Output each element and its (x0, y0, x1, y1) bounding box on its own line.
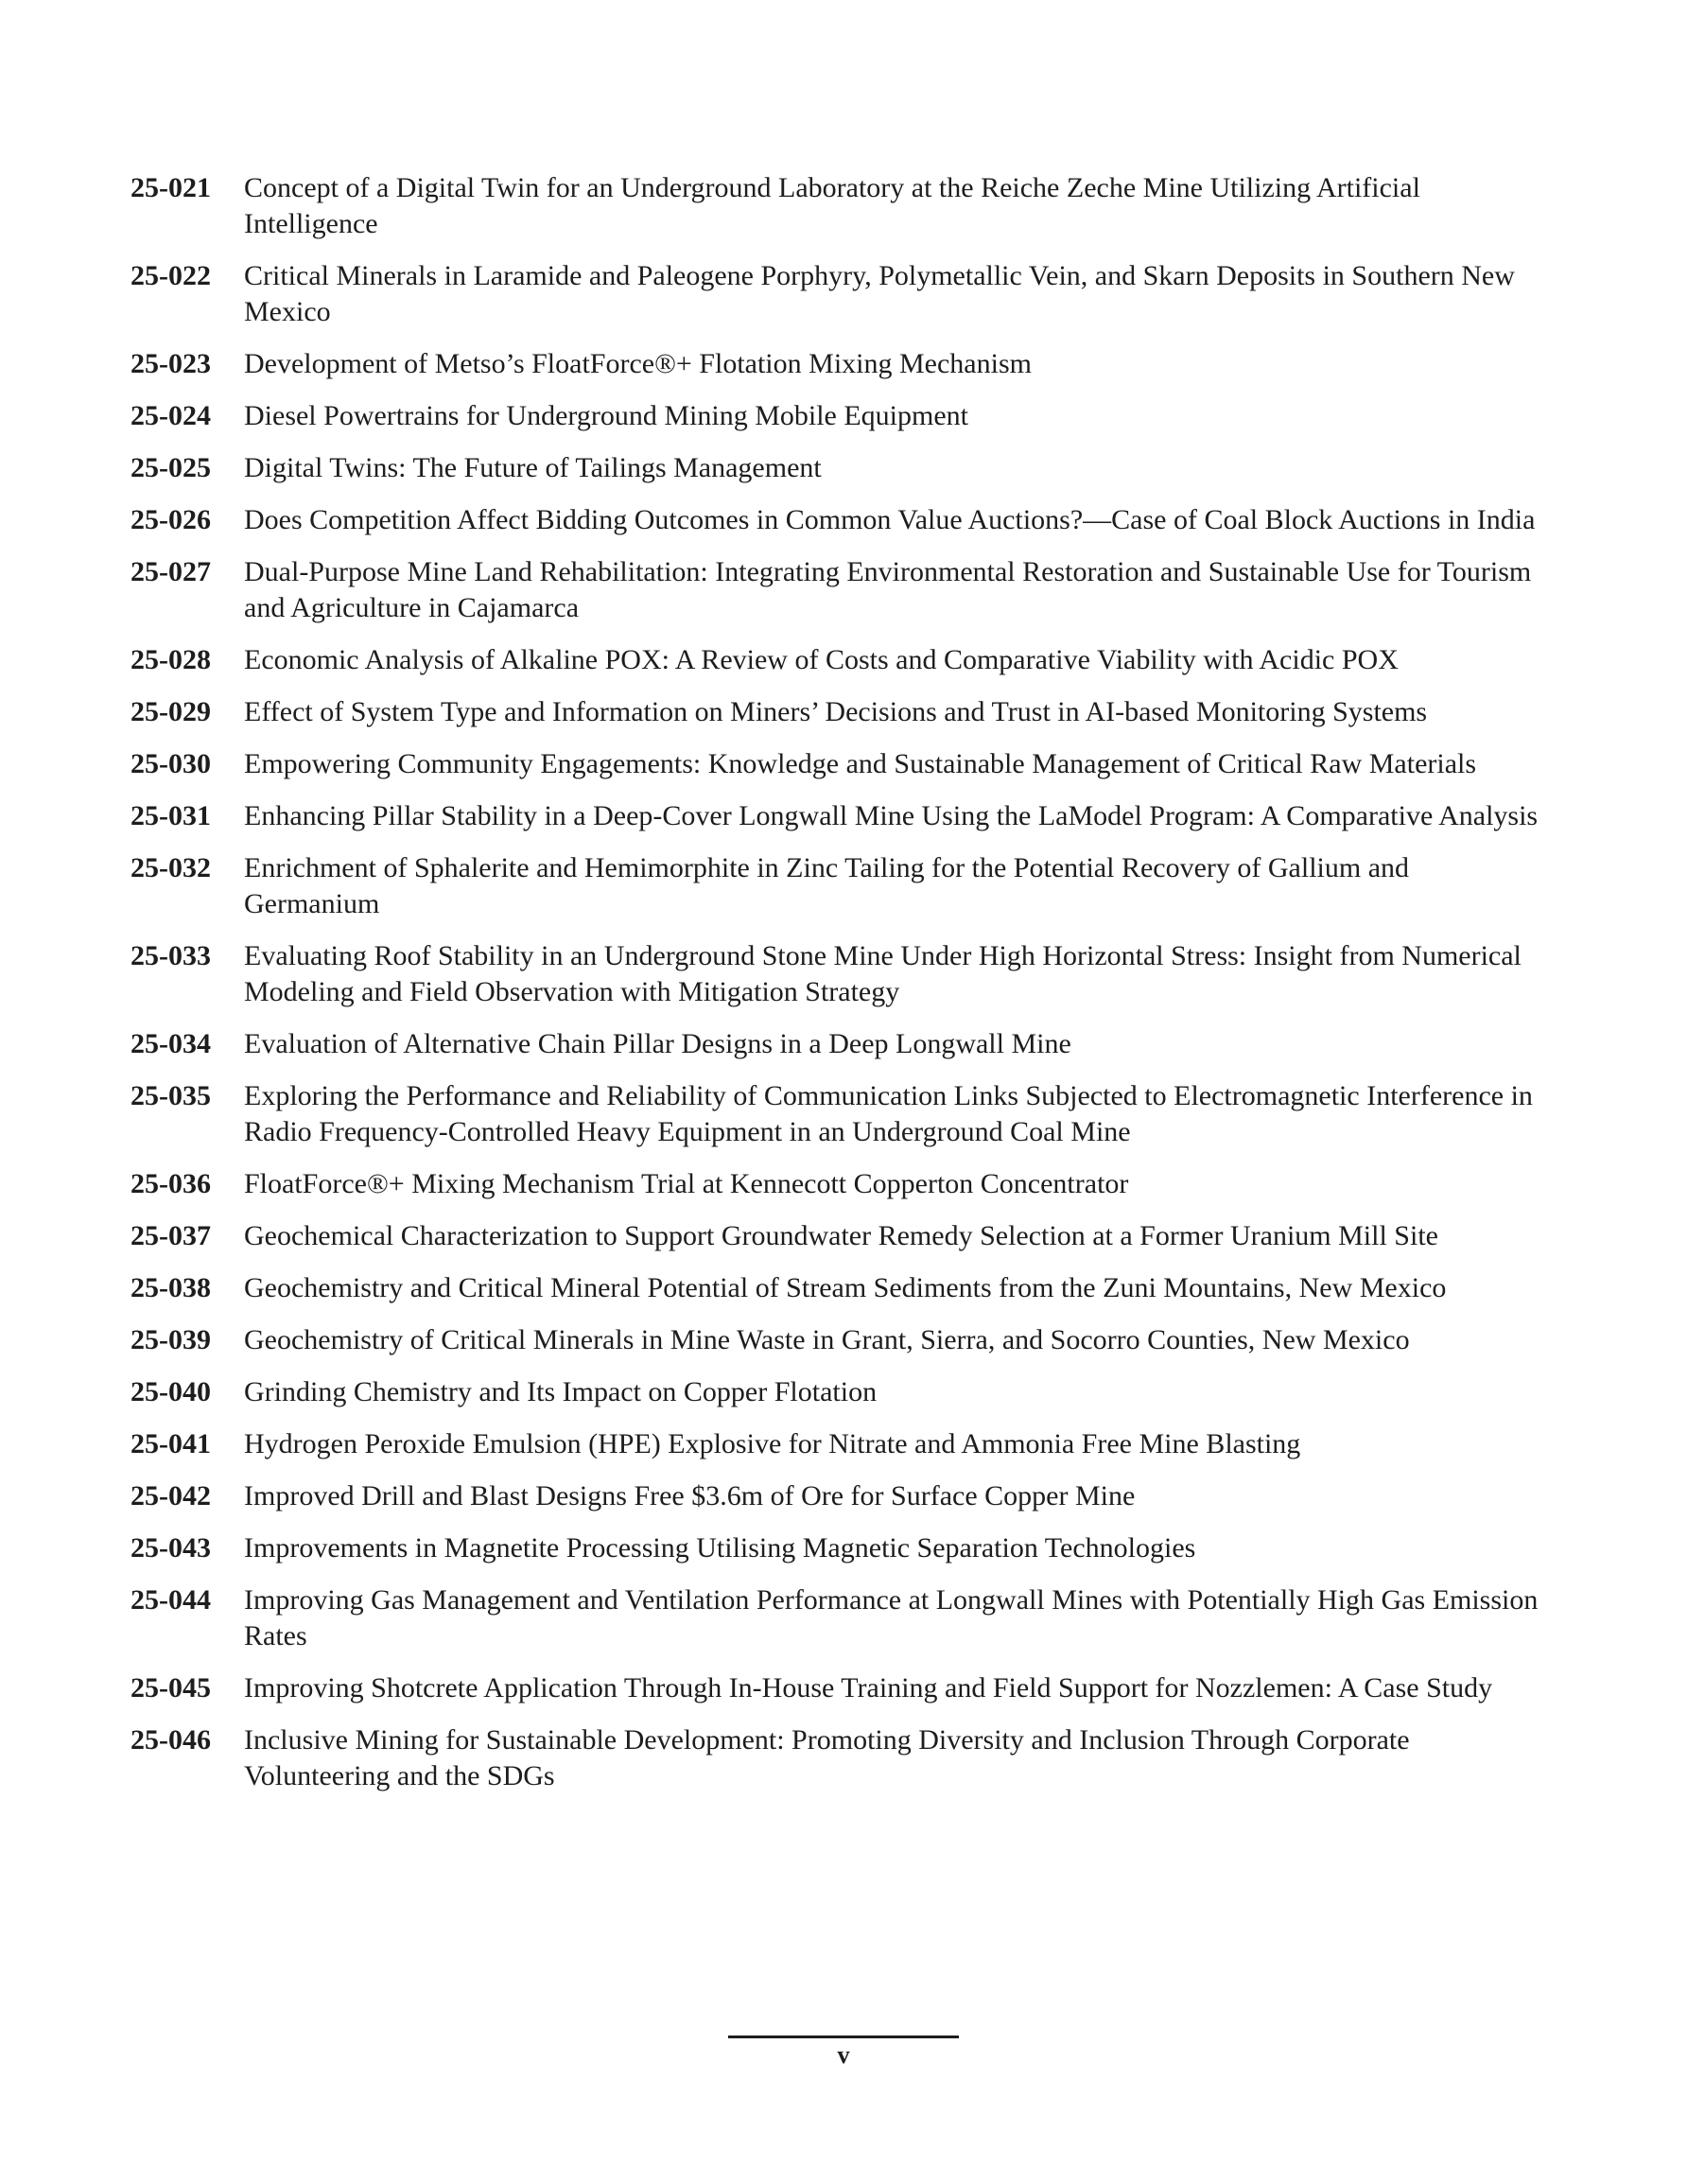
paper-number: 25-027 (130, 556, 211, 587)
toc-entry (130, 1026, 1549, 1062)
toc-entry (130, 398, 1549, 434)
toc-entry (130, 1582, 1549, 1654)
paper-title: Development of Metso’s FloatForce®+ Flotation Mixing Mechanism (244, 348, 1032, 379)
toc-entry (130, 938, 1549, 1010)
paper-title: FloatForce®+ Mixing Mechanism Trial at Kennecott Copperton Concentrator (244, 1168, 1129, 1199)
paper-number: 25-029 (130, 696, 211, 727)
paper-title: Improved Drill and Blast Designs Free $3.6m of Ore for Surface Copper Mine (244, 1480, 1136, 1511)
paper-number: 25-021 (130, 172, 211, 203)
paper-title: Empowering Community Engagements: Knowledge and Sustainable Management of Critical Raw Materials (244, 748, 1477, 779)
paper-number: 25-033 (130, 940, 211, 971)
paper-number: 25-024 (130, 400, 211, 431)
toc-entry (130, 346, 1549, 382)
toc-entry (130, 1078, 1549, 1150)
paper-title: Geochemical Characterization to Support Groundwater Remedy Selection at a Former Uranium Mill Site (244, 1220, 1438, 1251)
paper-number: 25-028 (130, 644, 211, 675)
paper-number: 25-023 (130, 348, 211, 379)
toc-entry (130, 798, 1549, 834)
paper-number: 25-037 (130, 1220, 211, 1251)
paper-number: 25-035 (130, 1080, 211, 1111)
paper-title: Digital Twins: The Future of Tailings Management (244, 452, 822, 483)
toc-entry (130, 1426, 1549, 1462)
paper-number: 25-043 (130, 1532, 211, 1564)
toc-entry (130, 642, 1549, 678)
paper-title: Does Competition Affect Bidding Outcomes in Common Value Auctions?—Case of Coal Block Auctions in India (244, 504, 1536, 535)
toc-entry (130, 1478, 1549, 1514)
paper-number: 25-038 (130, 1272, 211, 1303)
paper-title: Enrichment of Sphalerite and Hemimorphite in Zinc Tailing for the Potential Recovery of Gallium and Germanium (244, 852, 1410, 919)
paper-number: 25-041 (130, 1428, 211, 1459)
toc-entry (130, 1270, 1549, 1306)
paper-number: 25-025 (130, 452, 211, 483)
paper-title: Exploring the Performance and Reliability of Communication Links Subjected to Electromagnetic Interference in Radio Frequency-Controlled Heavy Equipment in an Underground Coal Mine (244, 1080, 1533, 1147)
paper-title: Geochemistry and Critical Mineral Potential of Stream Sediments from the Zuni Mountains, New Mexico (244, 1272, 1447, 1303)
paper-number: 25-031 (130, 800, 211, 831)
paper-number: 25-036 (130, 1168, 211, 1199)
paper-title: Inclusive Mining for Sustainable Development: Promoting Diversity and Inclusion Through Corporate Volunteering and the SDGs (244, 1724, 1410, 1791)
paper-title: Grinding Chemistry and Its Impact on Copper Flotation (244, 1376, 878, 1407)
toc-entry (130, 502, 1549, 538)
paper-number: 25-026 (130, 504, 211, 535)
paper-title: Effect of System Type and Information on Miners’ Decisions and Trust in AI-based Monitoring Systems (244, 696, 1428, 727)
page-number: v (837, 2041, 850, 2069)
paper-number: 25-044 (130, 1584, 211, 1616)
toc-entry (130, 1166, 1549, 1202)
toc-entry (130, 1530, 1549, 1566)
paper-number: 25-022 (130, 260, 211, 291)
toc-entry (130, 1218, 1549, 1254)
toc-entry (130, 554, 1549, 626)
table-of-contents (130, 170, 1549, 1810)
paper-number: 25-045 (130, 1672, 211, 1704)
paper-title: Improvements in Magnetite Processing Utilising Magnetic Separation Technologies (244, 1532, 1196, 1564)
paper-number: 25-032 (130, 852, 211, 883)
paper-title: Economic Analysis of Alkaline POX: A Review of Costs and Comparative Viability with Acidic POX (244, 644, 1399, 675)
toc-entry (130, 694, 1549, 730)
paper-title: Evaluating Roof Stability in an Underground Stone Mine Under High Horizontal Stress: Insight from Numerical Modeling and Field Observation with Mitigation Strategy (244, 940, 1522, 1007)
paper-number: 25-042 (130, 1480, 211, 1511)
paper-title: Improving Shotcrete Application Through In-House Training and Field Support for Nozzlemen: A Case Study (244, 1672, 1493, 1704)
paper-title: Geochemistry of Critical Minerals in Mine Waste in Grant, Sierra, and Socorro Counties, New Mexico (244, 1324, 1410, 1355)
toc-entry (130, 170, 1549, 242)
paper-title: Hydrogen Peroxide Emulsion (HPE) Explosive for Nitrate and Ammonia Free Mine Blasting (244, 1428, 1301, 1459)
toc-entry (130, 746, 1549, 782)
paper-title: Diesel Powertrains for Underground Mining Mobile Equipment (244, 400, 968, 431)
paper-number: 25-039 (130, 1324, 211, 1355)
paper-title: Improving Gas Management and Ventilation Performance at Longwall Mines with Potentially High Gas Emission Rates (244, 1584, 1539, 1651)
paper-number: 25-046 (130, 1724, 211, 1756)
paper-number: 25-034 (130, 1028, 211, 1059)
toc-entry (130, 1322, 1549, 1358)
toc-entry (130, 450, 1549, 486)
paper-number: 25-040 (130, 1376, 211, 1407)
paper-title: Evaluation of Alternative Chain Pillar Designs in a Deep Longwall Mine (244, 1028, 1071, 1059)
toc-entry (130, 1670, 1549, 1706)
footer-rule (728, 2035, 959, 2038)
paper-title: Concept of a Digital Twin for an Underground Laboratory at the Reiche Zeche Mine Utilizing Artificial Intelligence (244, 172, 1420, 239)
paper-title: Enhancing Pillar Stability in a Deep-Cover Longwall Mine Using the LaModel Program: A Comparative Analysis (244, 800, 1539, 831)
paper-title: Dual-Purpose Mine Land Rehabilitation: Integrating Environmental Restoration and Sustainable Use for Tourism and Agriculture in Cajamarca (244, 556, 1532, 623)
toc-entry (130, 1722, 1549, 1794)
paper-title: Critical Minerals in Laramide and Paleogene Porphyry, Polymetallic Vein, and Skarn Deposits in Southern New Mexico (244, 260, 1515, 327)
paper-number: 25-030 (130, 748, 211, 779)
toc-entry (130, 850, 1549, 922)
toc-entry (130, 1374, 1549, 1410)
toc-entry (130, 258, 1549, 330)
